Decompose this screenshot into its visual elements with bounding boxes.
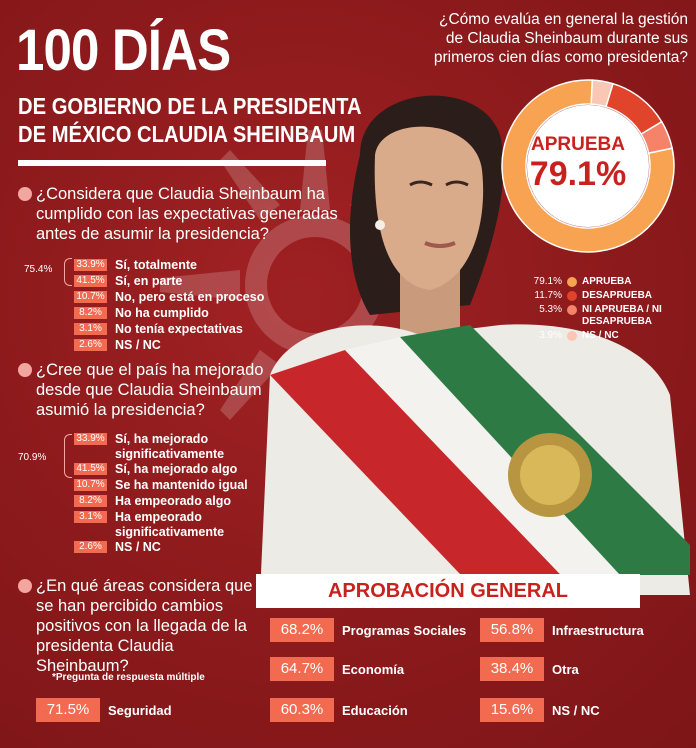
q2-group-total: 70.9% bbox=[18, 452, 47, 463]
subtitle-line-2: DE MÉXICO CLAUDIA SHEINBAUM bbox=[18, 121, 356, 147]
main-title: 100 DÍAS bbox=[16, 18, 231, 83]
legend-label: DESAPRUEBA bbox=[582, 290, 653, 301]
legend-row bbox=[528, 304, 667, 330]
area-pct: 68.2% bbox=[270, 618, 334, 642]
legend-label: NS / NC bbox=[582, 330, 619, 341]
question-1 bbox=[18, 184, 348, 244]
area-pct: 38.4% bbox=[480, 657, 544, 681]
subtitle-line-1: DE GOBIERNO DE LA PRESIDENTA bbox=[18, 93, 362, 119]
answer-label: NS / NC bbox=[115, 540, 161, 554]
area-item bbox=[270, 657, 404, 681]
q1-bracket bbox=[64, 258, 72, 286]
legend-swatch-icon bbox=[567, 331, 577, 341]
area-pct: 56.8% bbox=[480, 618, 544, 642]
answer-label: Sí, totalmente bbox=[115, 258, 197, 272]
question-2 bbox=[18, 360, 278, 420]
question-2-text: ¿Cree que el país ha mejorado desde que Claudia Sheinbaum asumió la presidencia? bbox=[36, 361, 264, 419]
q2-answer-list bbox=[74, 432, 248, 556]
legend-label: APRUEBA bbox=[582, 276, 632, 287]
answer-pct: 8.2% bbox=[74, 307, 107, 319]
answer-pct: 10.7% bbox=[74, 291, 107, 303]
answer-pct: 8.2% bbox=[74, 495, 107, 507]
bullet-icon bbox=[18, 363, 32, 377]
general-approval-banner: APROBACIÓN GENERAL bbox=[256, 574, 640, 608]
subtitle bbox=[18, 92, 362, 148]
q2-bracket bbox=[64, 434, 72, 478]
area-item bbox=[36, 698, 172, 722]
legend-value: 3.9% bbox=[539, 330, 562, 341]
answer-label: No tenía expectativas bbox=[115, 322, 243, 336]
area-item bbox=[270, 698, 408, 722]
legend-swatch-icon bbox=[567, 305, 577, 315]
area-pct: 15.6% bbox=[480, 698, 544, 722]
answer-label: NS / NC bbox=[115, 338, 161, 352]
legend-value: 79.1% bbox=[533, 276, 562, 287]
answer-label: Sí, ha mejorado significativamente bbox=[115, 432, 225, 461]
donut-center-label: APRUEBA bbox=[531, 134, 625, 155]
answer-label: No, pero está en proceso bbox=[115, 290, 265, 304]
donut-legend bbox=[528, 276, 667, 344]
area-item bbox=[480, 698, 600, 722]
legend-value: 11.7% bbox=[534, 290, 562, 301]
legend-swatch-icon bbox=[567, 291, 577, 301]
donut-center-value: 79.1% bbox=[529, 155, 627, 193]
area-label: Otra bbox=[552, 661, 579, 677]
answer-row bbox=[74, 494, 248, 510]
legend-row bbox=[528, 276, 667, 290]
q1-answer-list bbox=[74, 258, 264, 354]
answer-row bbox=[74, 322, 264, 338]
answer-row bbox=[74, 290, 264, 306]
multiple-answer-note: *Pregunta de respuesta múltiple bbox=[52, 672, 205, 683]
question-3-text: ¿En qué áreas considera que se han percibido cambios positivos con la llegada de la presidenta Claudia Sheinbaum? bbox=[36, 577, 253, 675]
area-pct: 60.3% bbox=[270, 698, 334, 722]
answer-pct: 2.6% bbox=[74, 541, 107, 553]
bullet-icon bbox=[18, 579, 32, 593]
area-item bbox=[480, 657, 579, 681]
answer-pct: 33.9% bbox=[74, 433, 107, 445]
answer-label: No ha cumplido bbox=[115, 306, 209, 320]
answer-row bbox=[74, 510, 248, 540]
title-divider bbox=[18, 160, 326, 166]
answer-label: Se ha mantenido igual bbox=[115, 478, 248, 492]
answer-pct: 41.5% bbox=[74, 463, 107, 475]
answer-row bbox=[74, 258, 264, 274]
area-pct: 71.5% bbox=[36, 698, 100, 722]
area-label: Economía bbox=[342, 661, 405, 677]
answer-row bbox=[74, 306, 264, 322]
answer-row bbox=[74, 338, 264, 354]
legend-label: NI APRUEBA / NI DESAPRUEBA bbox=[582, 304, 662, 327]
answer-row bbox=[74, 432, 248, 462]
area-label: NS / NC bbox=[552, 702, 600, 718]
q1-group-total: 75.4% bbox=[24, 264, 53, 275]
approval-question: ¿Cómo evalúa en general la gestión de Claudia Sheinbaum durante sus primeros cien días como presidenta? bbox=[433, 11, 688, 66]
legend-row bbox=[528, 290, 667, 304]
answer-row bbox=[74, 462, 248, 478]
area-label: Programas Sociales bbox=[342, 622, 467, 638]
question-1-text: ¿Considera que Claudia Sheinbaum ha cumplido con las expectativas generadas antes de asumir la presidencia? bbox=[36, 185, 338, 243]
answer-label: Sí, en parte bbox=[115, 274, 183, 288]
bullet-icon bbox=[18, 187, 32, 201]
legend-row bbox=[528, 330, 667, 344]
area-item bbox=[480, 618, 644, 642]
area-pct: 64.7% bbox=[270, 657, 334, 681]
area-label: Educación bbox=[342, 702, 408, 718]
area-label: Seguridad bbox=[108, 702, 172, 718]
answer-label: Ha empeorado algo bbox=[115, 494, 231, 508]
answer-row bbox=[74, 274, 264, 290]
answer-row bbox=[74, 478, 248, 494]
answer-pct: 41.5% bbox=[74, 275, 107, 287]
area-label: Infraestructura bbox=[552, 622, 644, 638]
answer-pct: 2.6% bbox=[74, 339, 107, 351]
answer-pct: 3.1% bbox=[74, 511, 107, 523]
answer-label: Sí, ha mejorado algo bbox=[115, 462, 238, 476]
answer-pct: 33.9% bbox=[74, 259, 107, 271]
answer-pct: 10.7% bbox=[74, 479, 107, 491]
answer-row bbox=[74, 540, 248, 556]
area-item bbox=[270, 618, 466, 642]
question-3 bbox=[18, 576, 268, 676]
answer-label: Ha empeorado significativamente bbox=[115, 510, 225, 539]
legend-value: 5.3% bbox=[539, 304, 562, 315]
legend-swatch-icon bbox=[567, 277, 577, 287]
donut-center bbox=[518, 134, 638, 192]
answer-pct: 3.1% bbox=[74, 323, 107, 335]
